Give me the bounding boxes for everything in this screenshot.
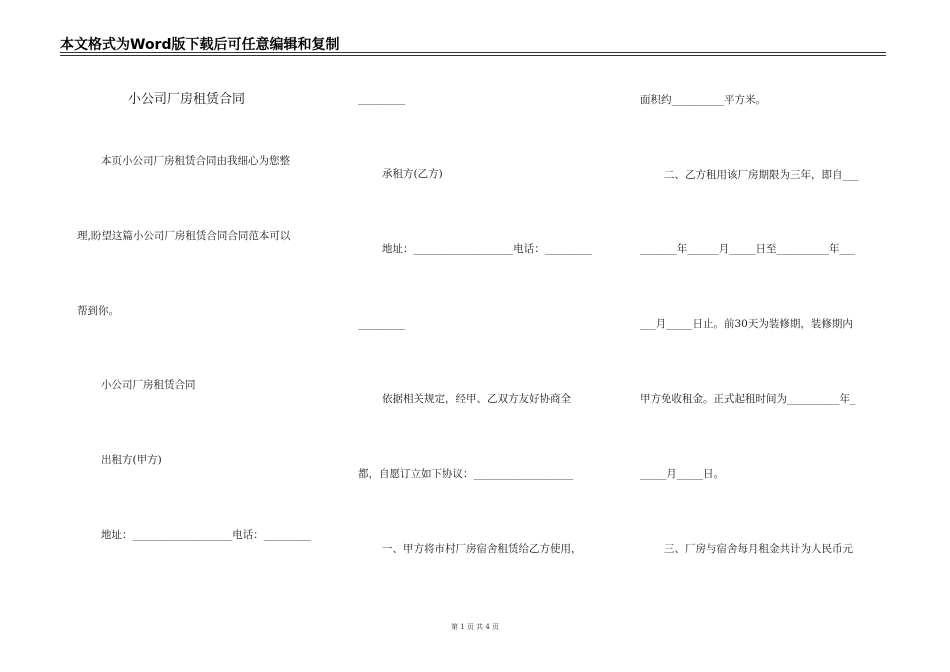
clause-1: 一、甲方将市村厂房宿舍租赁给乙方使用， [382,543,582,555]
document-header: 本文格式为Word版下载后可任意编辑和复制 [60,37,340,53]
clause-2-line-1: 二、乙方租用该厂房期限为三年，即自___ [664,169,859,181]
blank-line-1: _________ [358,93,406,105]
clause-3: 三、厂房与宿舍每月租金共计为人民币元 [664,543,853,555]
header-rule [60,52,886,53]
intro-line-1: 本页小公司厂房租赁合同由我细心为您整 [101,155,290,167]
lessee-label: 承租方(乙方) [382,168,443,180]
basis-line-2: 都，自愿订立如下协议：___________________ [358,468,574,480]
blank-line-2: _________ [358,318,406,330]
intro-line-3: 帮到你。 [77,305,119,317]
lessor-address: 地址：___________________电话：_________ [101,529,311,541]
contract-subtitle: 小公司厂房租赁合同 [101,379,196,391]
clause-2-line-5: _____月_____日。 [640,468,724,480]
page-footer: 第 1 页 共 4 页 [450,623,500,631]
lessee-address: 地址：___________________电话：_________ [382,243,592,255]
clause-2-line-3: ___月_____日止。前30天为装修期，装修期内 [640,318,853,330]
basis-line-1: 依据相关规定，经甲、乙双方友好协商全 [382,393,571,405]
clause-2-line-4: 甲方免收租金。正式起租时间为__________年_ [640,393,856,405]
area-line: 面积约__________平方米。 [640,94,766,106]
contract-title: 小公司厂房租赁合同 [128,92,246,107]
lessor-label: 出租方(甲方) [101,454,162,466]
clause-2-line-2: _______年______月_____日至__________年___ [640,243,856,255]
header-rule-secondary [60,55,886,56]
intro-line-2: 理,盼望这篇小公司厂房租赁合同合同范本可以 [77,230,291,242]
